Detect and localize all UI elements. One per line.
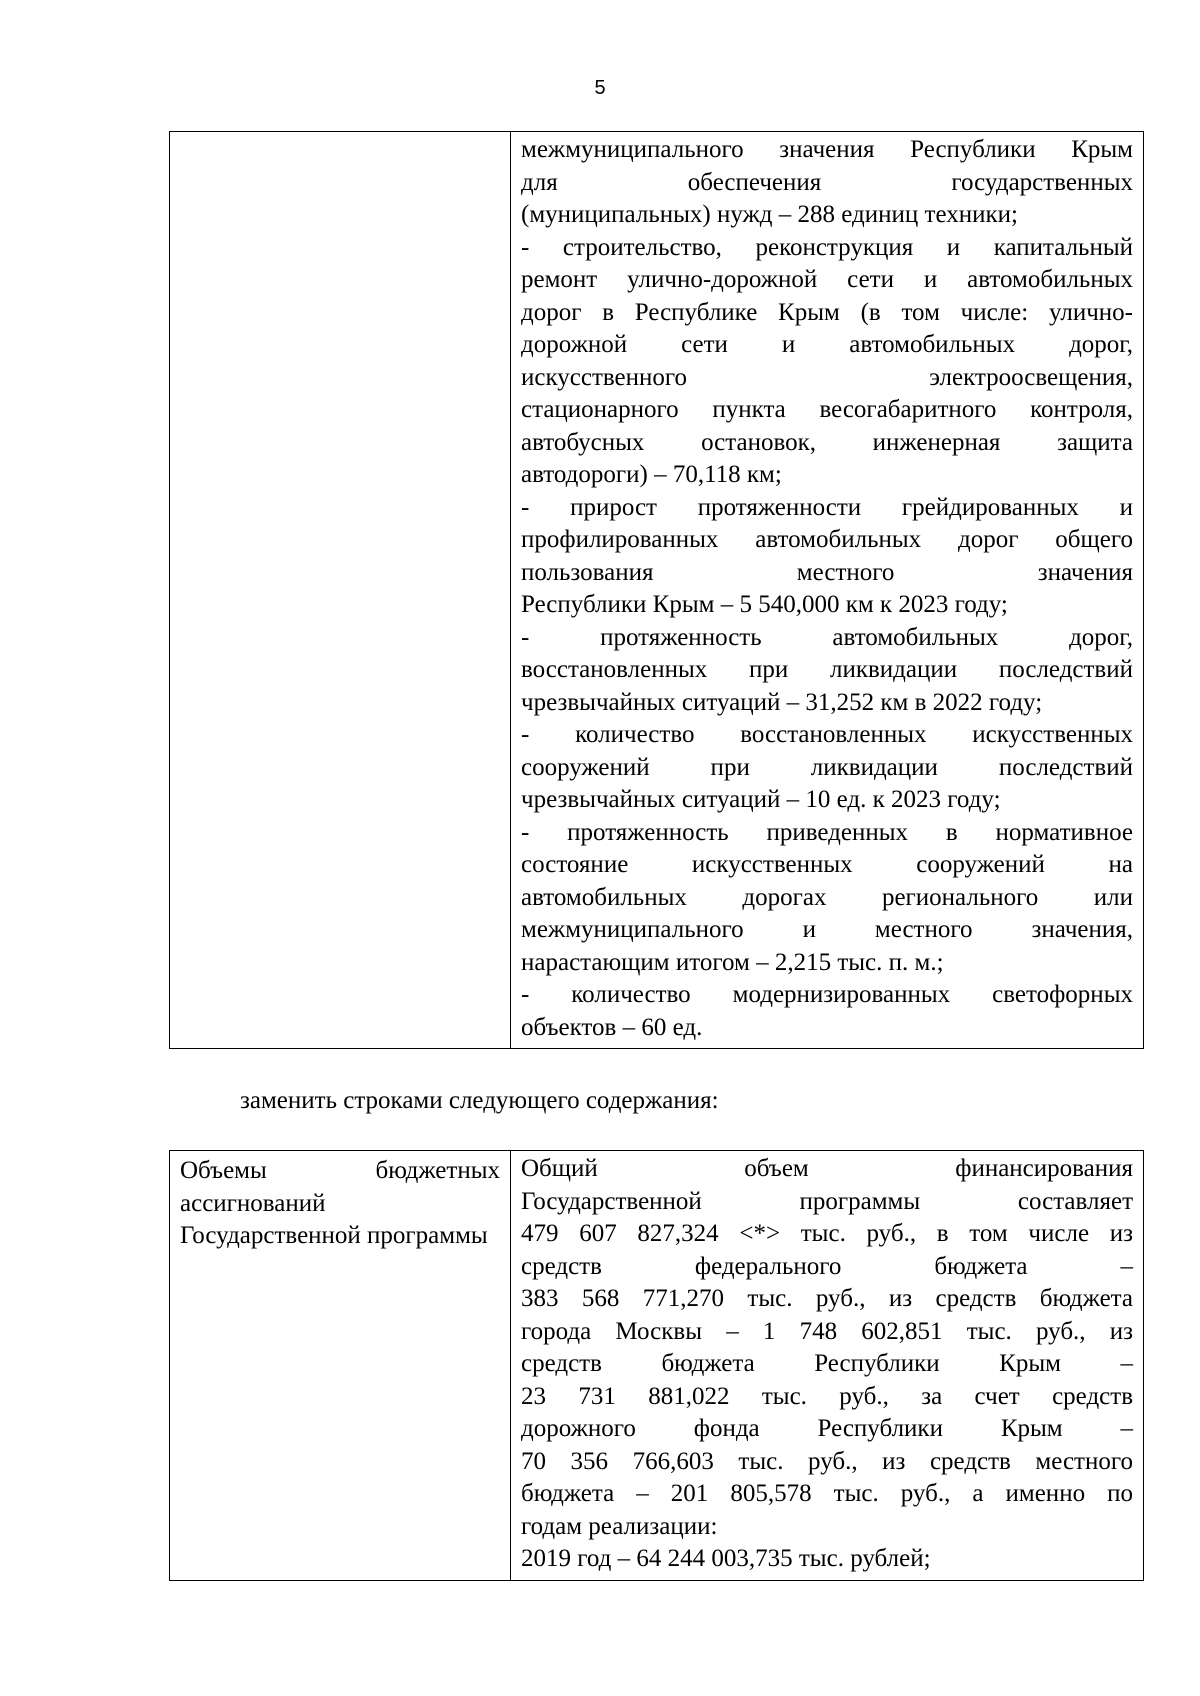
text-line: бюджета – 201 805,578 тыс. руб., а именно по [521,1480,1133,1507]
text-line: - прирост протяженности грейдированных и [521,493,1133,521]
text-line: автомобильных дорогах регионального или [521,883,1133,911]
table-cell-content [511,1151,1144,1581]
text-line: дорожного фонда Республики Крым – [521,1415,1133,1442]
row-label: Объемы бюджетных ассигнований Государственной программы [180,1157,500,1249]
row-label [170,132,510,136]
text-line: для обеспечения государственных [521,168,1133,196]
page-number: 5 [594,77,606,99]
table-cell-content [511,132,1144,1049]
text-line: нарастающим итогом – 2,215 тыс. п. м.; [521,948,944,976]
text-line: восстановленных при ликвидации последствий [521,656,1133,683]
table-cell-label [170,1151,511,1581]
table-row [170,132,1144,1049]
text-line: 70 356 766,603 тыс. руб., из средств местного [521,1447,1133,1475]
text-line: - количество восстановленных искусственных [521,721,1133,748]
text-line: профилированных автомобильных дорог общего [521,526,1133,553]
program-passport-table-continued [169,131,1144,1049]
text-line: средств федерального бюджета – [521,1252,1133,1280]
text-line: чрезвычайных ситуаций – 31,252 км в 2022 году; [521,688,1043,716]
text-line: дорожной сети и автомобильных дорог, [521,331,1133,358]
text-line: - протяженность автомобильных дорог, [521,623,1133,651]
text-line: средств бюджета Республики Крым – [521,1350,1133,1377]
text-line: автобусных остановок, инженерная защита [521,428,1133,456]
replacement-instruction: заменить строками следующего содержания: [240,1087,719,1114]
text-line: 2019 год – 64 244 003,735 тыс. рублей; [521,1545,931,1572]
text-line: пользования местного значения [521,558,1133,586]
text-line: 479 607 827,324 <*> тыс. руб., в том числе из [521,1220,1133,1247]
text-line: Общий объем финансирования [521,1155,1133,1182]
text-line: автодороги) – 70,118 км; [521,461,782,488]
text-line: межмуниципального и местного значения, [521,916,1133,943]
text-line: 23 731 881,022 тыс. руб., за счет средств [521,1382,1133,1410]
text-line: сооружений при ликвидации последствий [521,753,1133,781]
text-line: - строительство, реконструкция и капитальный [521,233,1133,261]
text-line: межмуниципального значения Республики Крым [521,136,1133,163]
text-line: - количество модернизированных светофорных [521,981,1133,1008]
row-content [511,1151,1143,1580]
table-row [170,1151,1144,1581]
text-line: - протяженность приведенных в нормативное [521,818,1133,846]
text-line: стационарного пункта весогабаритного контроля, [521,396,1133,423]
text-line: состояние искусственных сооружений на [521,851,1133,878]
text-line: города Москвы – 1 748 602,851 тыс. руб., из [521,1317,1133,1345]
table-cell-label [170,132,511,1049]
text-line: чрезвычайных ситуаций – 10 ед. к 2023 году; [521,786,1001,813]
text-line: искусственного электроосвещения, [521,363,1133,391]
text-line: Государственной программы составляет [521,1187,1133,1215]
text-line: 383 568 771,270 тыс. руб., из средств бюджета [521,1285,1133,1312]
text-line: дорог в Республике Крым (в том числе: улично- [521,298,1133,326]
text-line: объектов – 60 ед. [521,1013,703,1041]
text-line: годам реализации: [521,1512,718,1540]
row-content [511,132,1143,1048]
text-line: (муниципальных) нужд – 288 единиц техники; [521,201,1018,228]
text-line: Республики Крым – 5 540,000 км к 2023 году; [521,591,1008,618]
program-passport-table-new [169,1150,1144,1581]
text-line: ремонт улично-дорожной сети и автомобильных [521,266,1133,293]
